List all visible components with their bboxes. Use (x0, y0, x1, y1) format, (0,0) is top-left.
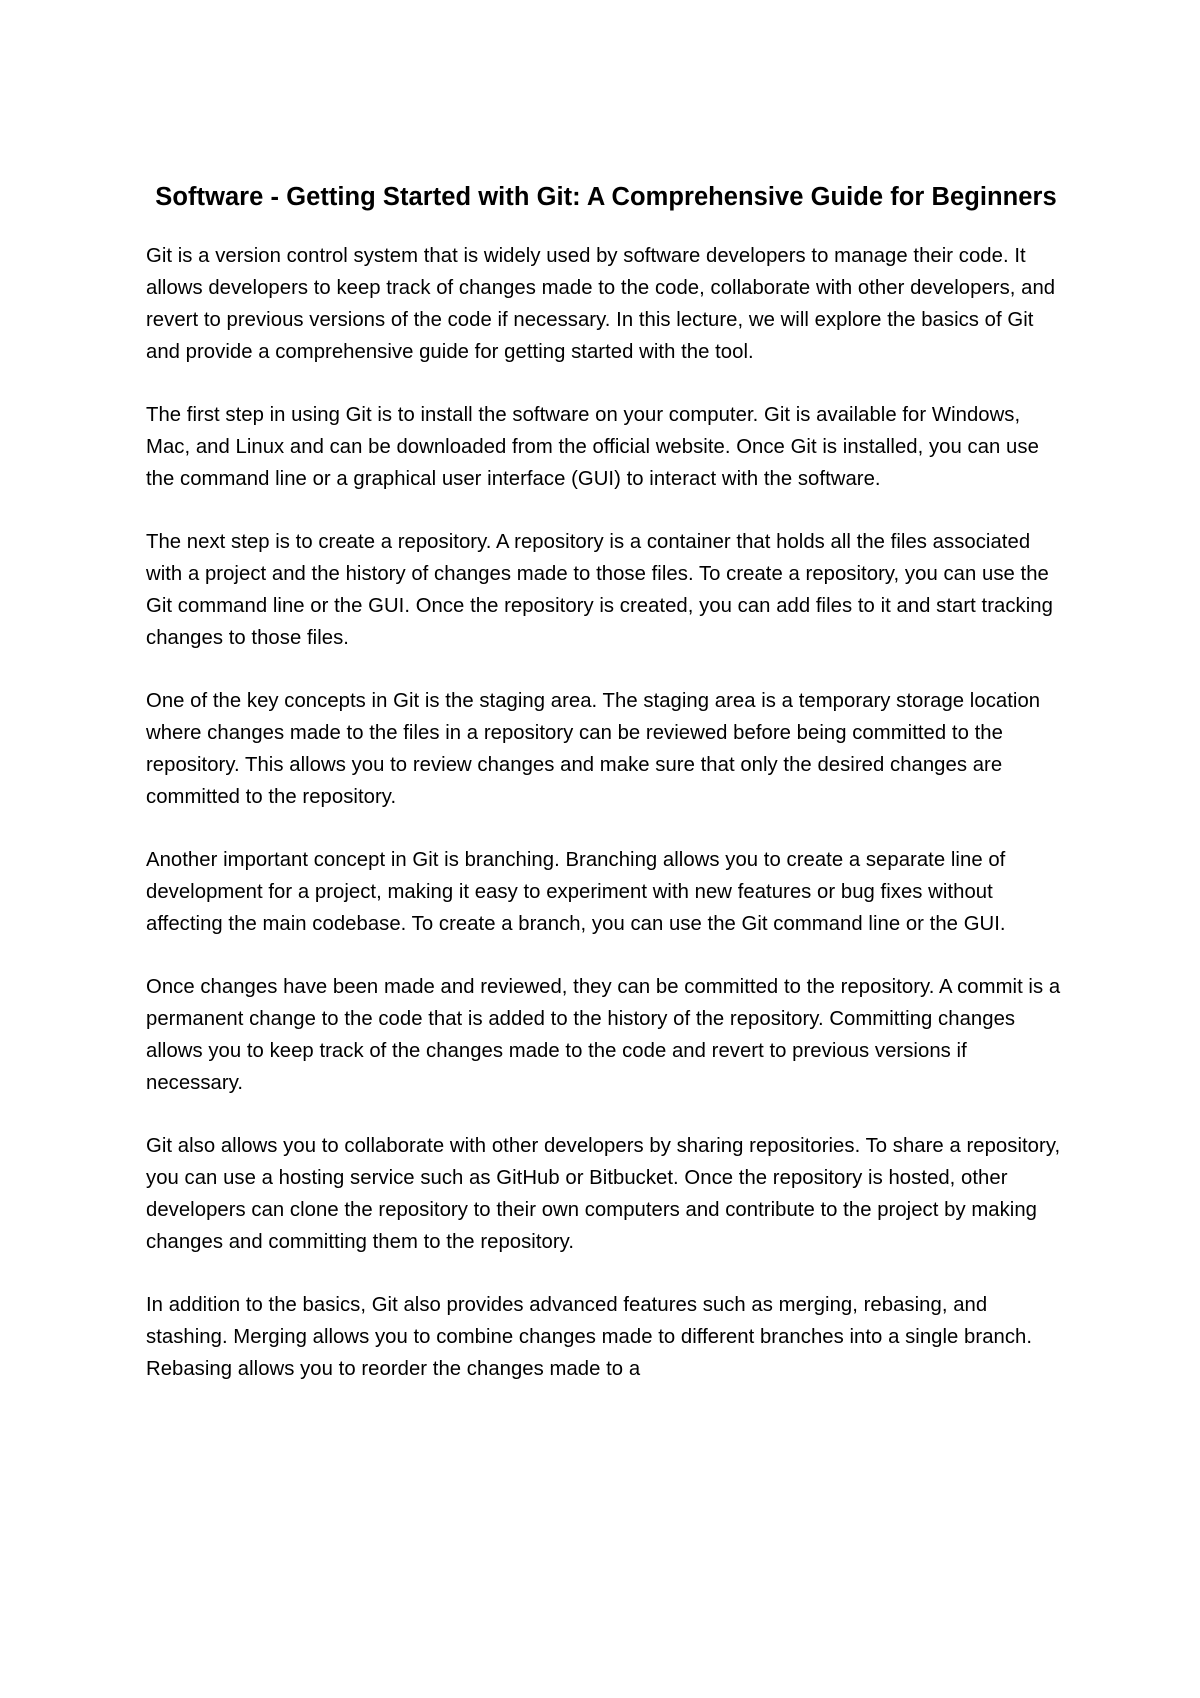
paragraph-advanced-features: In addition to the basics, Git also provides advanced features such as merging, rebasing, and stashing. Merging allows you to combine changes made to different branches into a single branch. Rebasing allows you to reorder the changes made to a (146, 1294, 1033, 1380)
paragraph-install: The first step in using Git is to install the software on your computer. Git is available for Windows, Mac, and Linux and can be downloaded from the official website. Once Git is installed, you can use the command line or a graphical user interface (GUI) to interact with the software. (146, 404, 1039, 490)
paragraph-repository: The next step is to create a repository. A repository is a container that holds all the files associated with a project and the history of changes made to those files. To create a repository, you can use the Git command line or the GUI. Once the repository is created, you can add files to it and start tracking changes to those files. (146, 531, 1053, 649)
paragraph-committing: Once changes have been made and reviewed, they can be committed to the repository. A commit is a permanent change to the code that is added to the history of the repository. Committing changes allows you to keep track of the changes made to the code and revert to previous versions if necessary. (146, 976, 1061, 1094)
paragraph-collaboration: Git also allows you to collaborate with other developers by sharing repositories. To share a repository, you can use a hosting service such as GitHub or Bitbucket. Once the repository is hosted, other developers can clone the repository to their own computers and contribute to the project by making changes and committing them to the repository. (146, 1135, 1061, 1253)
paragraph-intro: Git is a version control system that is widely used by software developers to manage their code. It allows developers to keep track of changes made to the code, collaborate with other developers, and revert to previous versions of the code if necessary. In this lecture, we will explore the basics of Git and provide a comprehensive guide for getting started with the tool. (146, 245, 1056, 363)
document-title: Software - Getting Started with Git: A Comprehensive Guide for Beginners (155, 183, 1057, 211)
document-body (146, 178, 1066, 1416)
paragraph-branching: Another important concept in Git is branching. Branching allows you to create a separate line of development for a project, making it easy to experiment with new features or bug fixes without affecting the main codebase. To create a branch, you can use the Git command line or the GUI. (146, 849, 1006, 935)
paragraph-staging-area: One of the key concepts in Git is the staging area. The staging area is a temporary storage location where changes made to the files in a repository can be reviewed before being committed to the repository. This allows you to review changes and make sure that only the desired changes are committed to the repository. (146, 690, 1041, 808)
